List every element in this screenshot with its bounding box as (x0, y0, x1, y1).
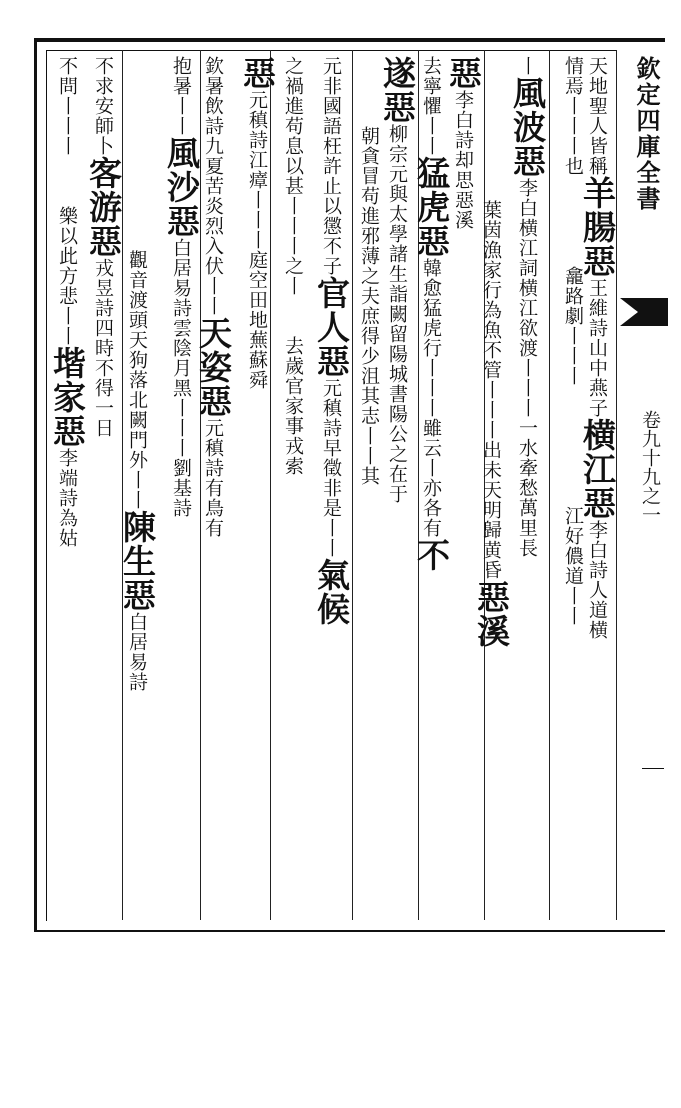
entry-heading: 風波惡 (508, 76, 547, 178)
text-small: 李白詩却思惡溪 (452, 90, 474, 230)
text-column-6 (412, 56, 451, 914)
text-column-17 (84, 56, 123, 914)
text-column-8 (374, 56, 417, 914)
text-column-13 (194, 56, 233, 914)
entry-heading: 猛虎惡 (412, 156, 451, 258)
text-small: 王維詩山中燕子 (586, 278, 608, 418)
text-small: 李白横江詞横江欲渡丨丨丨一水牽愁萬里長 (516, 178, 538, 558)
text-small: 戎昱詩四時不得一日 (92, 258, 114, 438)
text-column-9 (356, 56, 378, 914)
text-small: 白居易詩雲陰月黑丨丨丨劉基詩 (170, 238, 192, 518)
entry-heading: 惡 (444, 56, 483, 90)
text-column-4 (472, 200, 511, 1058)
text-column-11 (276, 56, 302, 914)
text-small: 欽暑飲詩九夏苦炎烈入伏丨丨 (202, 56, 224, 316)
text-small: 柳宗元與太學諸生詣闕留陽城書陽公之在于 (386, 124, 408, 504)
text-small: 元稹詩有鳥有 (202, 418, 224, 538)
entry-heading: 陳生惡 (118, 510, 157, 612)
text-small: 江好儂道丨丨 (562, 506, 584, 626)
text-column-12 (234, 56, 277, 914)
text-column-3 (504, 56, 547, 914)
text-small: 葉茵漁家行為魚不管丨丨丨出未天明歸黄昏 (480, 200, 502, 580)
text-small: 白居易詩 (126, 612, 148, 692)
book-title: 欽定四庫全書 (632, 56, 661, 212)
entry-heading: 堦家惡 (48, 346, 87, 448)
text-small: 去寧懼丨丨 (420, 56, 442, 156)
margin-tick (642, 768, 664, 769)
text-column-10 (308, 56, 351, 914)
entry-heading: 氣候 (312, 558, 351, 626)
text-small: 不問丨丨丨 (56, 56, 78, 156)
text-small: 天地聖人皆稱 (586, 56, 608, 176)
text-small: 元稹詩江瘴丨丨丨庭空田地蕪蘇舜 (246, 90, 268, 390)
text-column-16 (118, 250, 157, 1108)
entry-heading: 横江惡 (578, 418, 617, 520)
entry-heading: 羊腸惡 (578, 176, 617, 278)
text-small: 觀音渡頭天狗落北闕門外丨丨 (126, 250, 148, 510)
text-column-2 (556, 56, 582, 914)
entry-heading: 惡溪 (472, 580, 511, 648)
entry-heading: 客游惡 (84, 156, 123, 258)
text-small: 元非國語枉許止以懲不子 (320, 56, 342, 276)
text-small: 韓愈猛虎行丨丨丨雖云丨亦各有 (420, 258, 442, 538)
entry-heading: 惡 (238, 56, 277, 90)
fishtail-mark-icon (620, 296, 668, 328)
text-small: 情焉丨丨丨也 (562, 56, 584, 176)
entry-heading: 官人惡 (312, 276, 351, 378)
entry-heading: 天姿惡 (194, 316, 233, 418)
juan-number: 卷九十九之一 (639, 410, 661, 524)
entry-heading: 風沙惡 (162, 136, 201, 238)
text-small: 不求安師卜 (92, 56, 114, 156)
text-column-15 (158, 56, 201, 914)
text-small: 龕路劇丨丨丨 (562, 266, 584, 386)
text-small: 朝貪冒苟進邪薄之夫庶得少沮其志丨丨其 (358, 126, 380, 486)
text-column-1 (578, 56, 617, 914)
text-small: 去歲官家事戎索 (282, 336, 304, 476)
entry-heading: 不 (412, 538, 451, 572)
entry-heading: 遂惡 (378, 56, 417, 124)
text-small: 丨 (516, 56, 538, 76)
text-column-18 (48, 56, 87, 914)
text-small: 李端詩為姑 (56, 448, 78, 548)
text-small: 之禍進苟息以甚丨丨丨之丨 (282, 56, 304, 296)
column-rule (352, 50, 353, 920)
text-small: 抱暑丨丨 (170, 56, 192, 136)
text-small: 樂以此方悲丨丨 (56, 206, 78, 346)
column-rule (549, 50, 550, 920)
text-small: 元稹詩早徵非是丨丨 (320, 378, 342, 558)
text-small: 李白詩人道横 (586, 520, 608, 640)
